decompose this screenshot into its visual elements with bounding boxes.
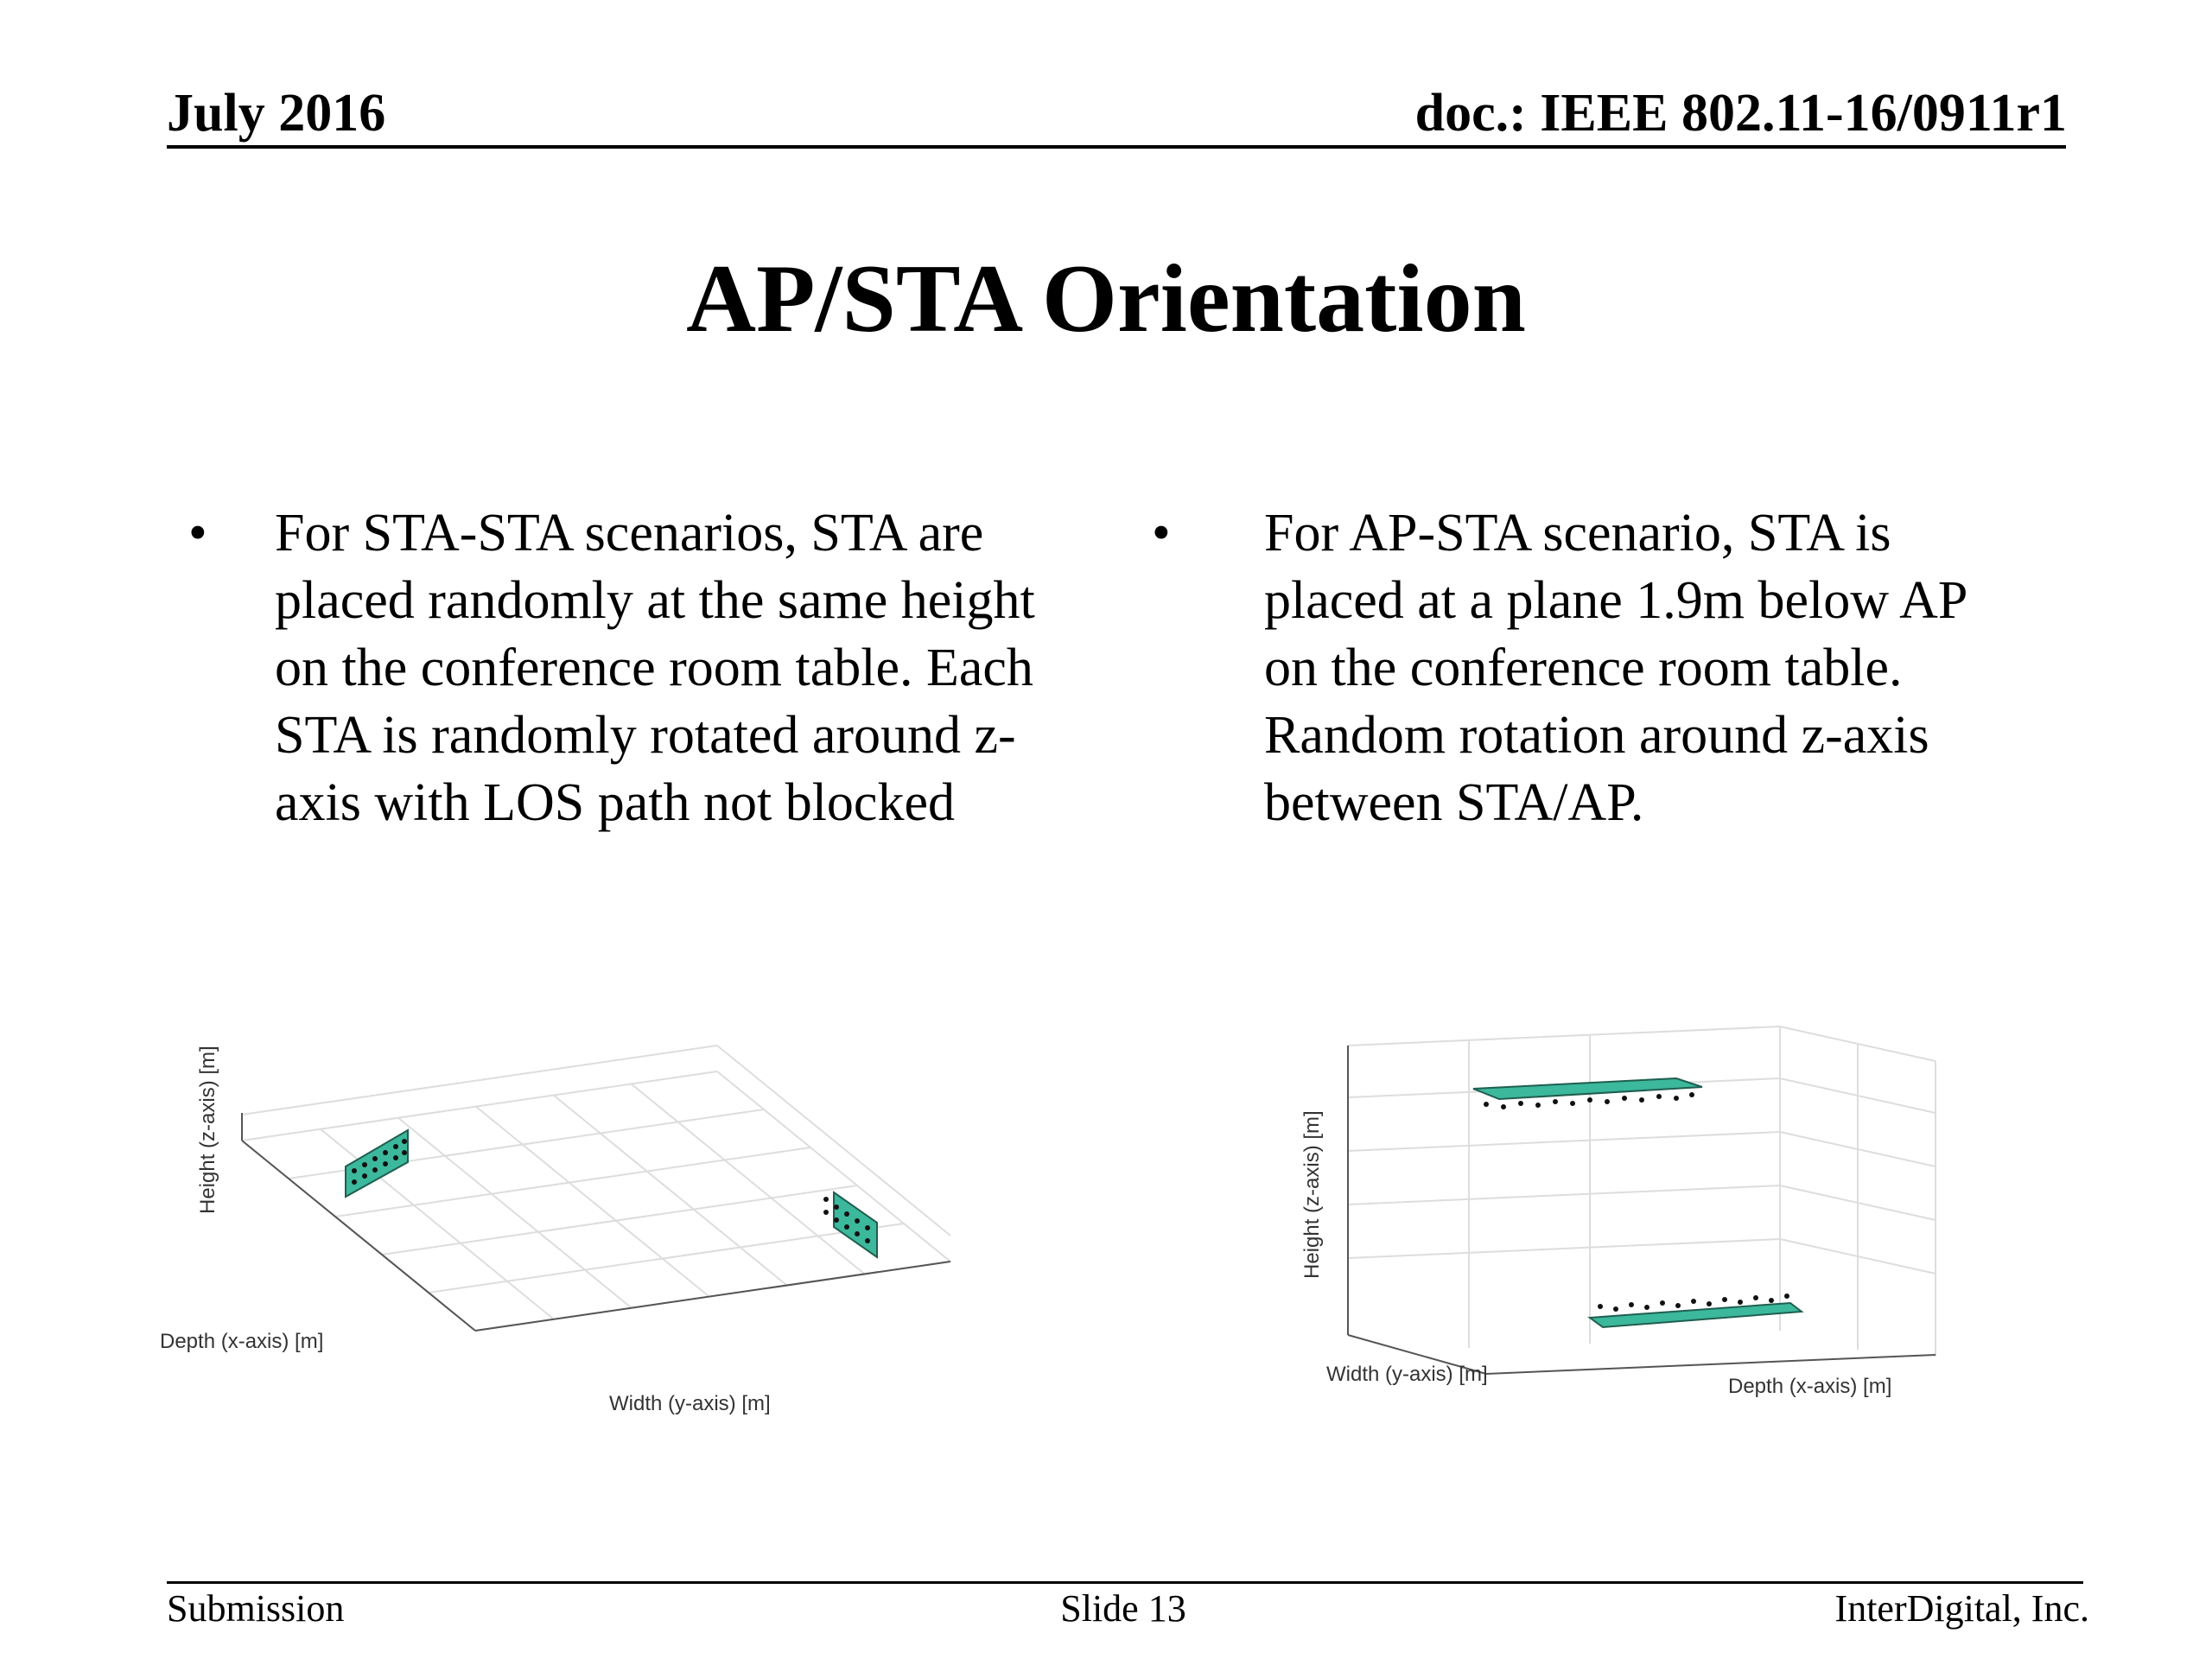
ap-sta-figure <box>1279 994 1987 1408</box>
right-bullet-text: For AP-STA scenario, STA is placed at a plane 1.9m below AP on the conference room table. Random rotation around z-axis between STA/AP. <box>1264 504 1968 832</box>
bullet-marker: • <box>1152 504 1171 563</box>
footer-submission: Submission <box>167 1587 345 1630</box>
z-axis-label: Height (z-axis) [m] <box>1300 1110 1324 1279</box>
sta-sta-figure <box>147 1002 959 1417</box>
header-rule <box>167 145 2066 149</box>
sta-sta-plot <box>147 1002 959 1417</box>
y-axis-label: Width (y-axis) [m] <box>609 1392 771 1415</box>
footer-rule <box>167 1581 2083 1584</box>
x-axis-label: Depth (x-axis) [m] <box>160 1330 324 1353</box>
ap-panel <box>1473 1078 1702 1099</box>
slide-title: AP/STA Orientation <box>686 245 1526 353</box>
bullet-marker: • <box>188 504 207 563</box>
box-grid <box>1348 1027 1936 1357</box>
sta-panel <box>1590 1303 1802 1327</box>
x-axis-label: Depth (x-axis) [m] <box>1728 1375 1892 1398</box>
sta-panel-left <box>346 1130 408 1197</box>
sta-panel-right <box>834 1192 877 1257</box>
left-bullet-text: For STA-STA scenarios, STA are placed randomly at the same height on the conference room table. Each STA is randomly rotated around z- axis with LOS path not blocked <box>275 504 1035 832</box>
footer-slide-number: Slide 13 <box>1060 1587 1186 1630</box>
header-doc-id: doc.: IEEE 802.11-16/0911r1 <box>1414 84 2067 143</box>
z-axis-label: Height (z-axis) [m] <box>196 1046 219 1214</box>
y-axis-label: Width (y-axis) [m] <box>1326 1363 1488 1386</box>
header-date: July 2016 <box>167 84 386 143</box>
ap-sta-plot <box>1279 994 1987 1408</box>
footer-company: InterDigital, Inc. <box>1834 1587 2089 1630</box>
